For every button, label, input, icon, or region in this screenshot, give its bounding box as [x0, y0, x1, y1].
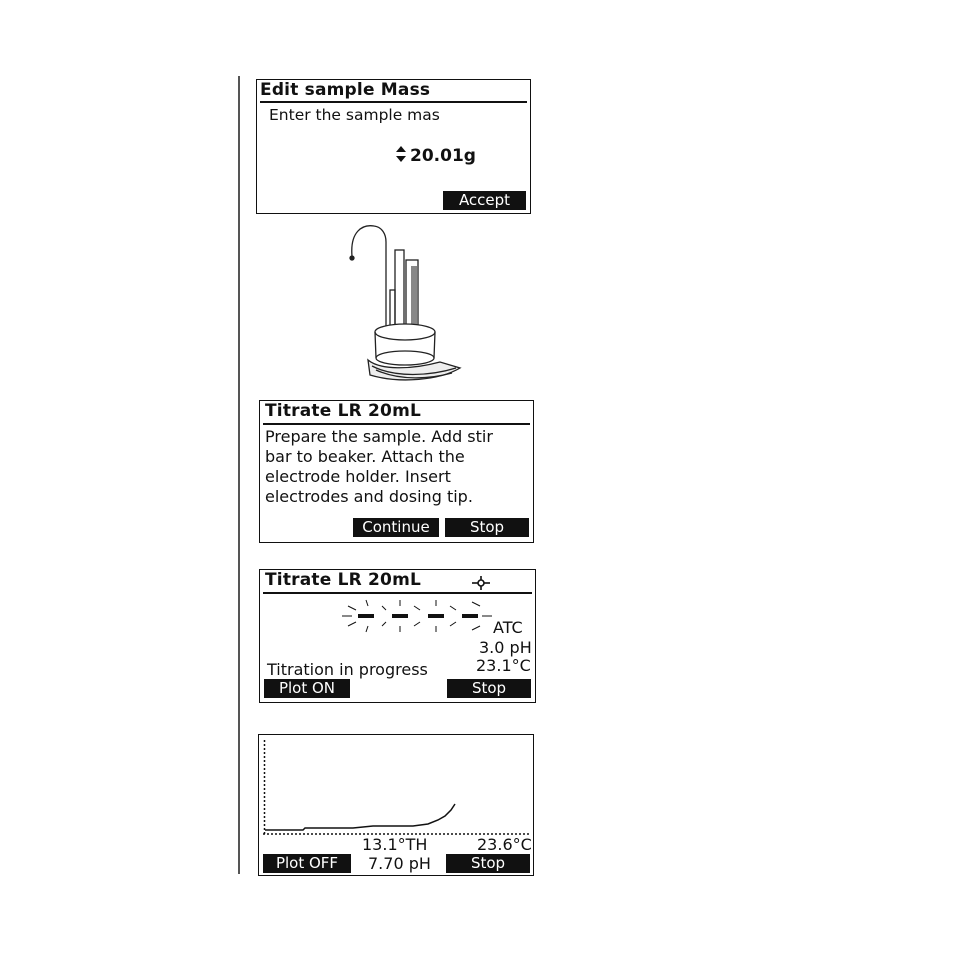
volume-reading: 13.1°TH [362, 835, 428, 854]
sample-mass-value[interactable]: 20.01g [410, 146, 476, 166]
instruction-line: electrodes and dosing tip. [265, 487, 473, 506]
titration-curve-plot [263, 740, 531, 844]
title-divider [263, 592, 532, 594]
plot-on-button[interactable]: Plot ON [264, 679, 350, 698]
lcd-screen-prepare-sample [259, 400, 534, 543]
temperature-reading: 23.1°C [476, 656, 531, 675]
blinking-reading [342, 598, 492, 638]
instruction-line: electrode holder. Insert [265, 467, 451, 486]
lcd-screen-titration-plot [258, 734, 534, 876]
title-divider [263, 423, 530, 425]
instruction-line: bar to beaker. Attach the [265, 447, 465, 466]
title-divider [260, 101, 527, 103]
plot-off-button[interactable]: Plot OFF [263, 854, 351, 873]
ph-reading: 7.70 pH [368, 854, 431, 873]
lcd-screen-titration-progress [259, 569, 536, 703]
continue-button[interactable]: Continue [353, 518, 439, 537]
ph-reading: 3.0 pH [479, 638, 532, 657]
margin-rule [238, 76, 240, 874]
stop-button[interactable]: Stop [447, 679, 531, 698]
sample-mass-prompt: Enter the sample mas [269, 106, 440, 124]
screen-title: Titrate LR 20mL [265, 570, 422, 590]
accept-button[interactable]: Accept [443, 191, 526, 210]
instruction-line: Prepare the sample. Add stir [265, 427, 493, 446]
atc-indicator: ATC [493, 618, 523, 637]
screen-title: Edit sample Mass [260, 80, 431, 100]
electrode-holder-beaker-icon [340, 220, 470, 390]
status-text: Titration in progress [267, 660, 428, 679]
up-down-arrows-icon[interactable] [395, 145, 407, 167]
temperature-reading: 23.6°C [477, 835, 532, 854]
stop-button[interactable]: Stop [445, 518, 529, 537]
lcd-screen-edit-mass [256, 79, 531, 214]
stop-button[interactable]: Stop [446, 854, 530, 873]
screen-title: Titrate LR 20mL [265, 401, 422, 421]
